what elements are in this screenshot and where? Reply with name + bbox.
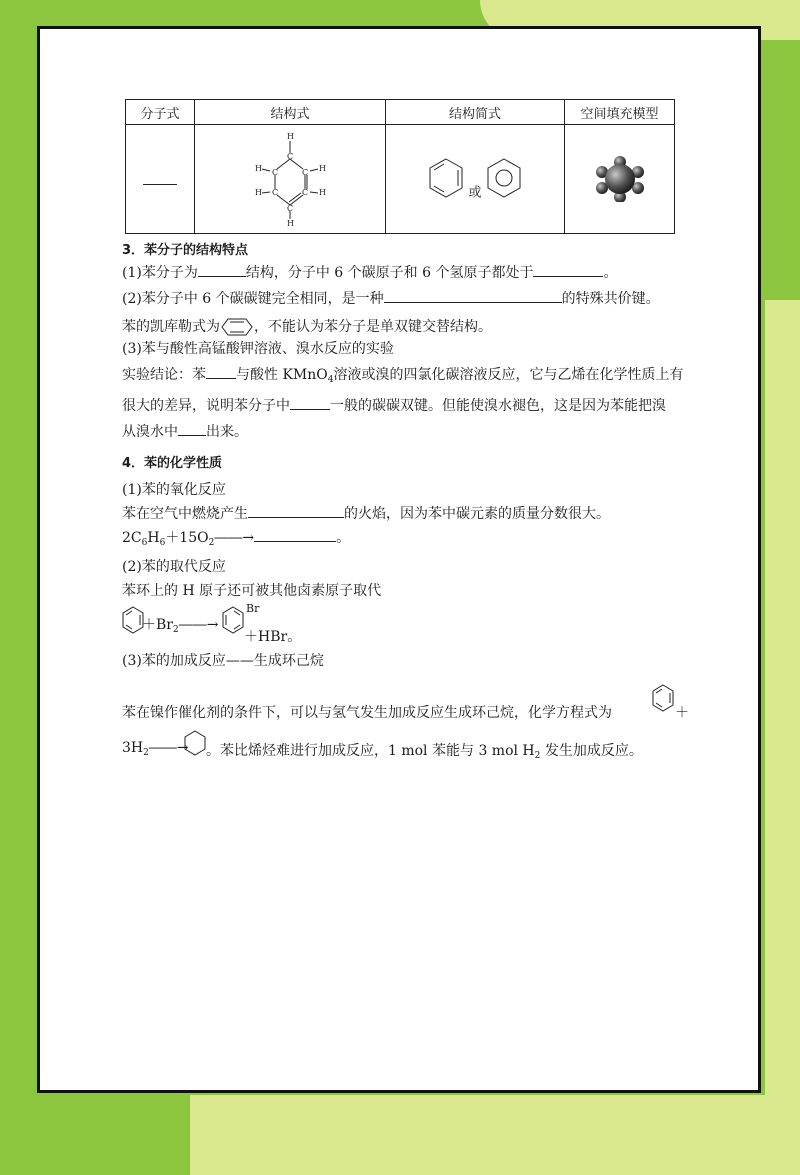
svg-text:H: H — [287, 219, 294, 227]
svg-text:H: H — [319, 164, 326, 173]
s4-p3: (3)苯的加成反应——生成环己烷 — [122, 653, 324, 669]
section-3 — [122, 240, 722, 443]
benzene-circle-icon — [486, 157, 522, 201]
benzene-kekule-icon — [428, 157, 464, 201]
header-simplified: 结构简式 — [386, 100, 565, 125]
kekule-benzene-icon — [220, 317, 254, 337]
svg-text:H: H — [255, 164, 262, 173]
table-row — [126, 125, 675, 234]
s4-add-2: $3H_2――\to$ 。苯比烯烃难进行加成反应，1 mol 苯能与 3 mol $H_2$ 发生加成反应。 — [122, 734, 722, 764]
blank-reaction[interactable] — [206, 364, 236, 379]
blank-flame[interactable] — [248, 503, 344, 518]
s3-conclusion-1: 实验结论：苯 与酸性 KMnO$_4$溶液或溴的四氯化碳溶液反应，它与乙烯在化学性质上有 — [122, 364, 722, 391]
section-3-title: 3．苯分子的结构特点 — [122, 243, 249, 258]
header-structure: 结构式 — [195, 100, 386, 125]
svg-text:C: C — [287, 204, 294, 213]
svg-text:C: C — [272, 168, 279, 177]
s3-p3: (3)苯与酸性高锰酸钾溶液、溴水反应的实验 — [122, 341, 394, 357]
blank-structure[interactable] — [198, 262, 246, 277]
svg-text:H: H — [319, 188, 326, 197]
benzene-structural-formula — [245, 131, 335, 227]
section-4 — [122, 453, 722, 764]
simplified-formula-cell — [386, 125, 565, 234]
formula-blank-cell — [126, 125, 195, 234]
br-label: Br — [246, 602, 260, 615]
space-filling-model-cell — [565, 125, 675, 234]
benzene-space-filling-model — [595, 156, 645, 202]
table-header-row — [126, 100, 675, 125]
blank-products[interactable] — [254, 527, 336, 542]
atom-h-top: H — [287, 132, 294, 141]
blank-extract[interactable] — [178, 421, 206, 436]
worksheet-page — [37, 26, 761, 1093]
svg-text:C: C — [272, 188, 279, 197]
s4-sub-line: 苯环上的 H 原子还可被其他卤素原子取代 — [122, 583, 382, 599]
header-model: 空间填充模型 — [565, 100, 675, 125]
header-formula: 分子式 — [126, 100, 195, 125]
svg-text:C: C — [302, 188, 309, 197]
bromobenzene-icon — [222, 606, 244, 636]
s4-p2: (2)苯的取代反应 — [122, 559, 226, 575]
svg-text:C: C — [302, 168, 309, 177]
benzene-reactant-icon — [122, 606, 144, 636]
s3-conclusion-3: 从溴水中 出来。 — [122, 421, 722, 443]
blank-bond-type[interactable] — [384, 288, 562, 303]
arrow-3: ――→ — [148, 740, 189, 756]
s4-add: 苯在镍作催化剂的条件下，可以与氢气发生加成反应生成环己烷，化学方程式为 ＋ — [122, 678, 722, 734]
s3-p1: (1)苯分子为 结构，分子中 6 个碳原子和 6 个氢原子都处于 。 — [122, 262, 722, 284]
background-corner-bottom — [190, 1095, 800, 1175]
s4-burn: 苯在空气中燃烧产生 的火焰，因为苯中碳元素的质量分数很大。 — [122, 503, 722, 525]
s4-eq2: $+Br_2――\to$ Br ＋HBr。 — [122, 602, 722, 650]
benzene-table — [125, 99, 675, 234]
cyclohexane-icon — [184, 730, 206, 756]
blank-contains[interactable] — [290, 395, 330, 410]
structural-formula-cell — [195, 125, 386, 234]
or-label: 或 — [468, 185, 482, 201]
s4-eq1: $2C_6H_6+15O_2――\to$ 。 — [122, 527, 722, 554]
s3-kekule: 苯的凯库勒式为 ，不能认为苯分子是单双键交替结构。 — [122, 319, 492, 335]
blank-plane[interactable] — [533, 262, 603, 277]
s3-conclusion-2: 很大的差异，说明苯分子中 一般的碳碳双键。但能使溴水褪色，这是因为苯能把溴 — [122, 395, 722, 417]
arrow-1: ――→ — [214, 530, 255, 546]
eq2-products: ＋HBr。 — [244, 629, 302, 645]
svg-text:C: C — [287, 152, 294, 161]
benzene-add-icon — [652, 684, 674, 714]
s3-p2: (2)苯分子中 6 个碳碳键完全相同，是一种 的特殊共价键。 — [122, 288, 722, 310]
page-content — [122, 99, 722, 764]
formula-blank[interactable] — [143, 170, 177, 185]
arrow-2: ――→ — [178, 617, 219, 633]
background-corner-right — [765, 300, 800, 1100]
s4-p1: (1)苯的氧化反应 — [122, 482, 226, 498]
section-4-title: 4．苯的化学性质 — [122, 456, 223, 471]
svg-text:H: H — [255, 188, 262, 197]
